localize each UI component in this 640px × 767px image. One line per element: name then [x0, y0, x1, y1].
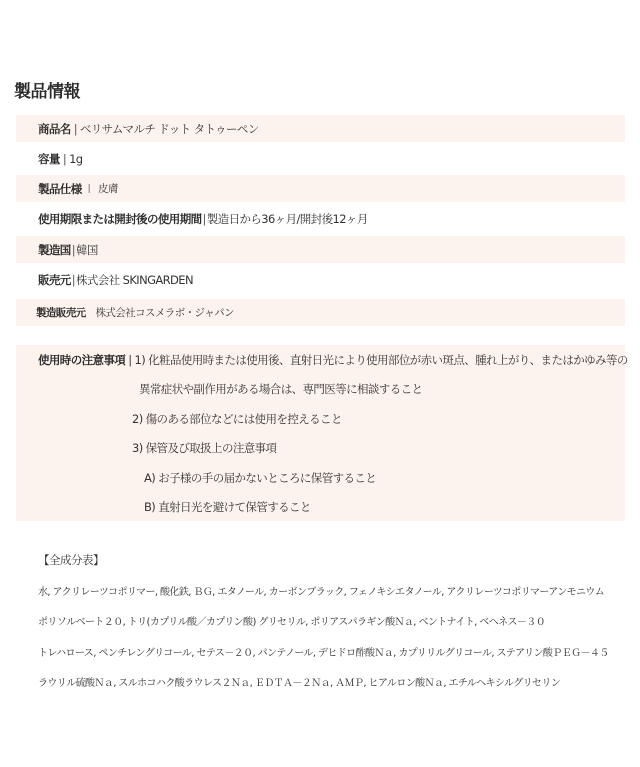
caution-line-2: 異常症状や副作用がある場合は、専門医等に相談すること — [139, 382, 423, 396]
ingredients-line: 水, アクリレーツコポリマー, 酸化鉄, ＢＧ, エタノール, カーボンブラック, フェノキシエタノール, アクリレーツコポリマーアンモニウム — [38, 587, 605, 598]
spec-separator: | — [71, 272, 75, 287]
spec-key: 使用期限または開封後の使用期間 — [38, 211, 202, 226]
spec-separator: | — [73, 121, 77, 136]
spec-value: ベリサムマルチ ドット タトゥーペン — [79, 121, 259, 136]
spec-value: 皮膚 — [98, 183, 118, 195]
spec-key: 販売元 — [38, 272, 71, 287]
spec-value: 韓国 — [75, 242, 98, 257]
spec-separator: | — [71, 242, 75, 257]
ingredients-title: 【全成分表】 — [38, 553, 104, 567]
spec-value: 製造日から36ヶ月/開封後12ヶ月 — [206, 211, 368, 226]
spec-row-product-spec — [16, 175, 625, 202]
ingredients-line: ラウリル硫酸Ｎａ, スルホコハク酸ラウレス２Ｎａ, ＥＤＴＡ－２Ｎａ, ＡＭＰ, ヒアルロン酸Ｎａ, エチルヘキシルグリセリン — [38, 678, 561, 689]
caution-text: 1) 化粧品使用時または使用後、直射日光により使用部位が赤い斑点、腫れ上がり、またはかゆみ等の — [134, 353, 628, 367]
spec-row-seller — [16, 266, 625, 293]
ingredients-line: トレハロース, ペンチレングリコール, セテス－２０, パンテノール, デヒドロ酢酸Ｎａ, カプリリルグリコール, ステアリン酸ＰＥＧ－４５ — [38, 648, 609, 659]
spec-separator: | — [62, 151, 67, 166]
caution-separator: | — [128, 353, 132, 367]
spec-value: 株式会社 SKINGARDEN — [75, 272, 193, 287]
caution-line-3: 2) 傷のある部位などには使用を控えること — [132, 412, 342, 426]
spec-value: 1g — [69, 151, 83, 166]
spec-row-expiry — [16, 205, 625, 232]
page-title: 製品情報 — [14, 82, 80, 102]
caution-line-5: A) お子様の手の届かないところに保管すること — [144, 471, 377, 485]
spec-row-volume — [16, 145, 625, 172]
spec-separator: | — [202, 211, 206, 226]
spec-value: 株式会社コスメラボ・ジャパン — [95, 307, 234, 319]
caution-block — [16, 345, 628, 521]
caution-key: 使用時の注意事項 — [38, 353, 126, 367]
ingredients-line: ポリソルベート２０, トリ(カプリル酸／カプリン酸) グリセリル, ポリアスパラギン酸Ｎａ, ベントナイト, ベヘネス－３０ — [38, 617, 546, 628]
spec-row-country — [16, 236, 625, 263]
spec-row-manufacturer — [16, 299, 625, 326]
spec-key: 製造国 — [38, 242, 71, 257]
spec-key: 製品仕様 — [38, 181, 82, 196]
spec-row-product-name — [16, 115, 625, 142]
caution-line-4: 3) 保管及び取扱上の注意事項 — [132, 441, 277, 455]
spec-key: 容量 — [38, 151, 60, 166]
caution-line-6: B) 直射日光を避けて保管すること — [144, 500, 311, 514]
spec-separator: | — [87, 183, 91, 194]
caution-line-1 — [38, 352, 628, 368]
spec-key: 商品名 — [38, 121, 71, 136]
spec-key: 製造販売元 — [36, 307, 86, 319]
